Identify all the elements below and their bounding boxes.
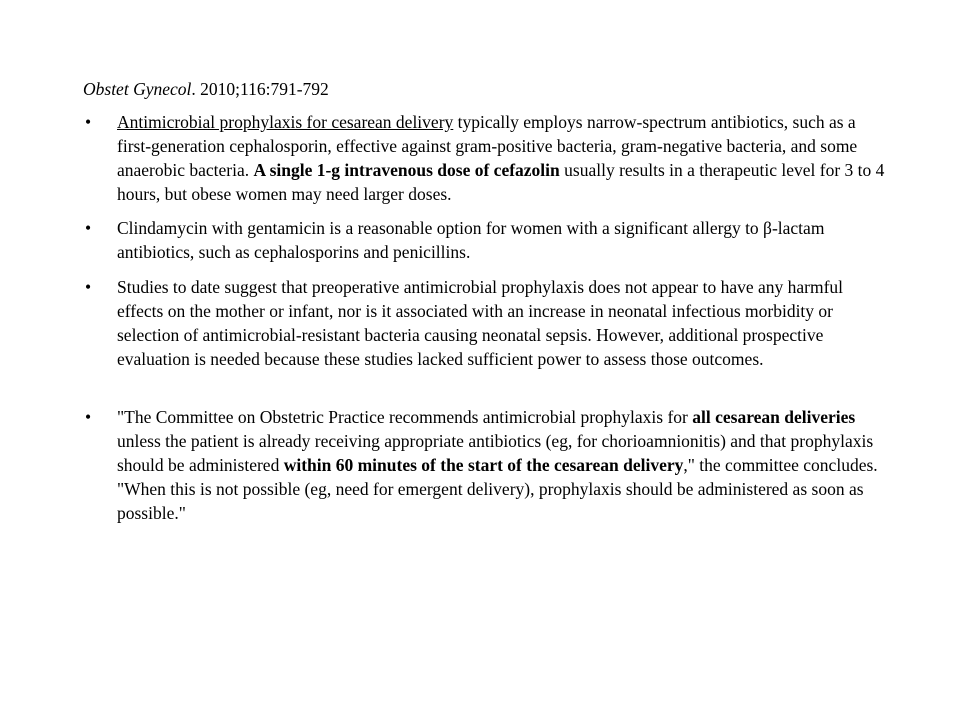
bullet-text: unless the patient is already receiving appropriate antibiotics (eg, for chorioamnionitis) and that prophylaxis should be administered [117, 431, 874, 476]
bullet-item-studies [83, 275, 893, 371]
bullet-underlined-topic: Antimicrobial prophylaxis for cesarean delivery [117, 112, 454, 132]
citation [83, 77, 329, 101]
bullet-list [83, 110, 893, 535]
bullet-item-cefazolin [83, 110, 893, 206]
bullet-bold-text: A single 1-g intravenous dose of cefazolin [253, 160, 560, 181]
bullet-text: "The Committee on Obstetric Practice recommends antimicrobial prophylaxis for [117, 406, 693, 427]
citation-journal: Obstet Gynecol [83, 79, 192, 99]
bullet-text: usually results in a therapeutic level for 3 to 4 hours, but obese women may need larger doses. [117, 160, 885, 205]
bullet-item-committee-quote [83, 405, 893, 525]
bullet-text: Clindamycin with gentamicin is a reasonable option for women with a significant allergy to β-lactam antibiotics, such as cephalosporins and penicillins. [117, 218, 825, 263]
bullet-item-clindamycin [83, 216, 893, 264]
bullet-text: Studies to date suggest that preoperative antimicrobial prophylaxis does not appear to have any harmful effects on the mother or infant, nor is it associated with an increase in neonatal infectious morbidity or selection of antimicrobial-resistant bacteria causing neonatal sepsis. However, additional prospective evaluation is needed because these studies lacked sufficient power to assess those outcomes. [117, 276, 844, 369]
citation-ref: . 2010;116:791-792 [191, 79, 329, 99]
bullet-bold-text: all cesarean deliveries [692, 406, 856, 427]
bullet-bold-text: within 60 minutes of the start of the cesarean delivery [283, 455, 684, 476]
bullet-text: ," the committee concludes. "When this is not possible (eg, need for emergent delivery), prophylaxis should be administered as soon as possible." [117, 455, 878, 524]
bullet-text: typically employs narrow-spectrum antibiotics, such as a first-generation cephalosporin, effective against gram-positive bacteria, gram-negative bacteria, and some anaerobic bacteria. [117, 112, 858, 181]
